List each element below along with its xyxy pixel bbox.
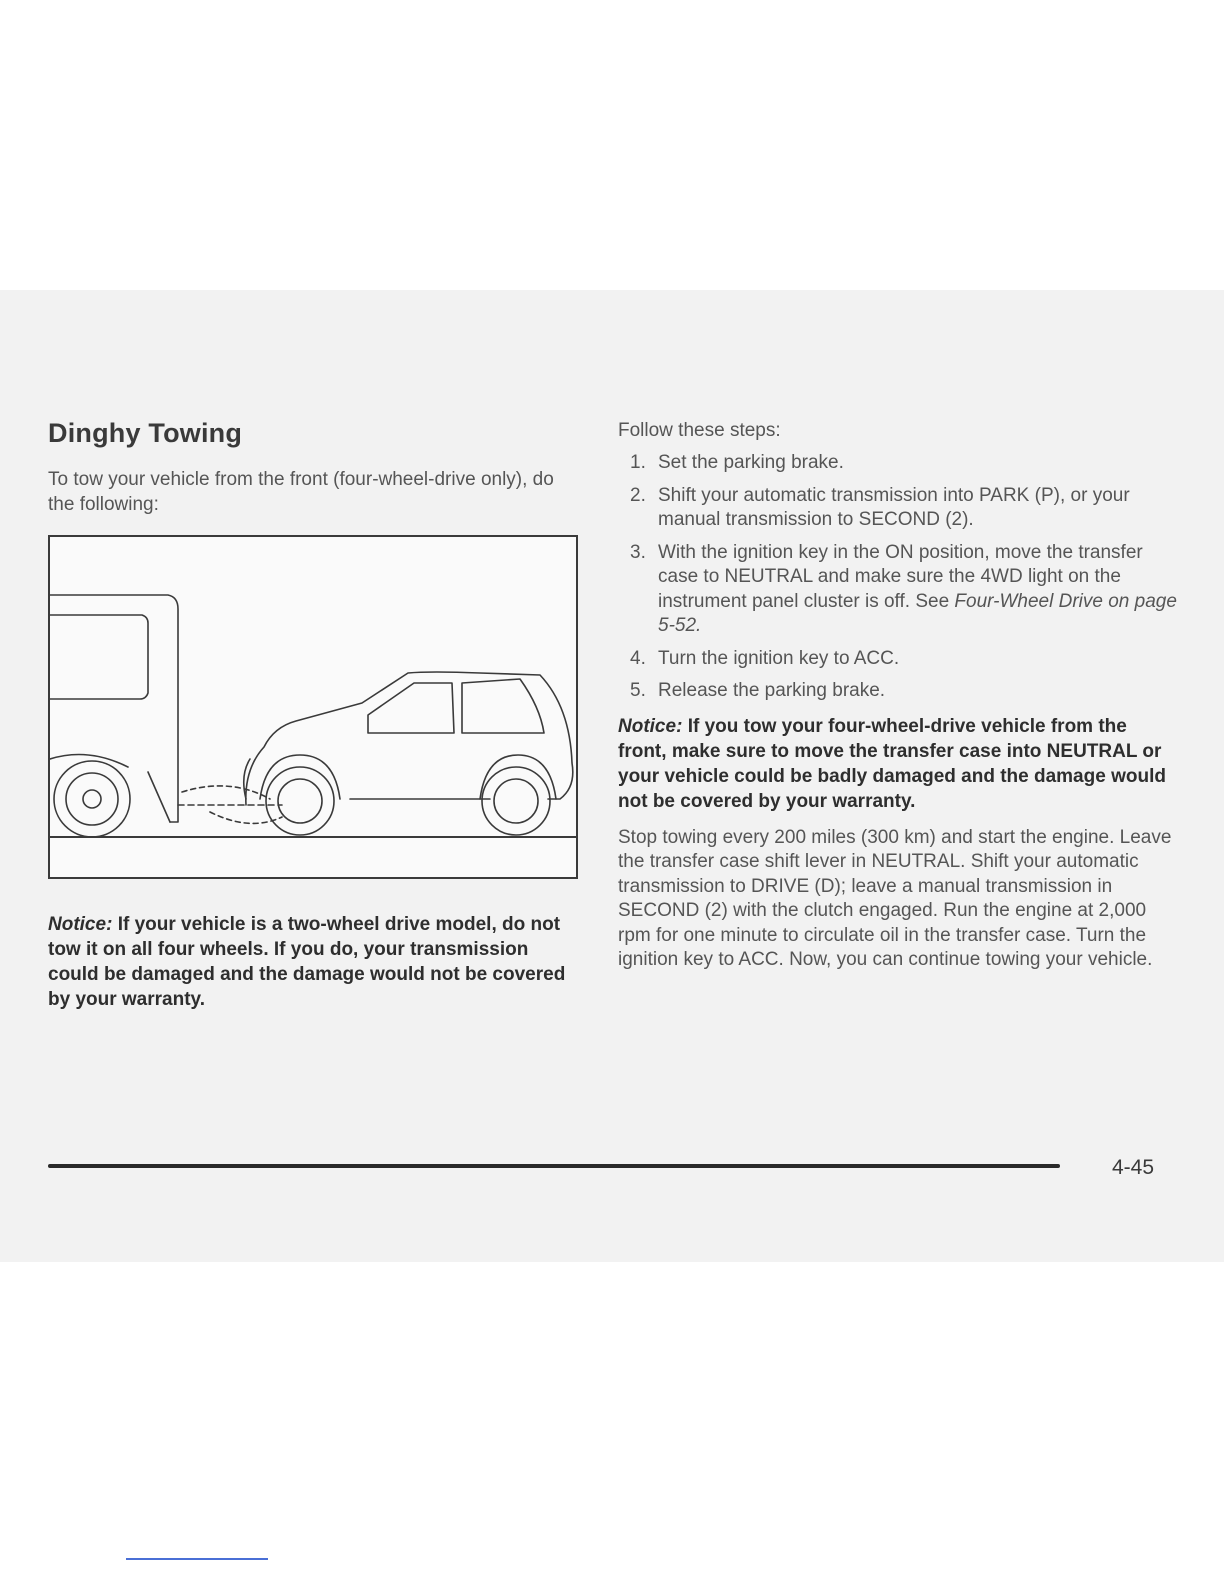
list-item: [618, 541, 1178, 639]
step-number: 3.: [630, 541, 646, 563]
notice-four-wheel-drive: [618, 714, 1178, 814]
towing-instructions-paragraph: Stop towing every 200 miles (300 km) and start the engine. Leave the transfer case shift lever in NEUTRAL. Shift your automatic transmission to DRIVE (D); leave a manual transmission in SECOND (2) with the clutch engaged. Run the engine at 2,000 rpm for one minute to circulate oil in the transfer case. Turn the ignition key to ACC. Now, you can continue towing your vehicle.: [618, 826, 1172, 970]
step-number: 4.: [630, 647, 646, 669]
bottom-link-underline: [126, 1558, 268, 1560]
section-title: Dinghy Towing: [48, 418, 243, 448]
towing-figure: [48, 535, 578, 879]
list-item: [618, 451, 1178, 476]
step-text: Shift your automatic transmission into PARK (P), or your manual transmission to SECOND (2).: [658, 484, 1130, 530]
list-item: [618, 647, 1178, 672]
step-text: With the ignition key in the ON position, move the transfer case to NEUTRAL and make sure the 4WD light on the instrument panel cluster is off. See: [658, 541, 1143, 612]
steps-intro: Follow these steps:: [618, 420, 781, 441]
footer-rule: [48, 1164, 1060, 1168]
step-number: 1.: [630, 452, 646, 473]
page-number: 4-45: [1112, 1156, 1155, 1179]
step-text: Turn the ignition key to ACC.: [658, 647, 900, 669]
right-column: [618, 418, 1178, 973]
step-number: 2.: [630, 484, 646, 506]
list-item: [618, 484, 1178, 533]
dinghy-towing-illustration-icon: [50, 537, 576, 877]
list-item: [618, 679, 1178, 704]
step-number: 5.: [630, 680, 646, 701]
cross-reference: Four-Wheel Drive on page 5-52.: [658, 590, 1177, 636]
step-text: Release the parking brake.: [658, 680, 886, 701]
steps-list: [618, 451, 1178, 704]
notice-text: If your vehicle is a two-wheel drive model, do not tow it on all four wheels. If you do, your transmission could be damaged and the damage would not be covered by your warranty.: [48, 914, 566, 1010]
notice-label: Notice:: [618, 715, 683, 737]
left-column: [48, 418, 578, 517]
section-intro: To tow your vehicle from the front (four-wheel-drive only), do the following:: [48, 469, 554, 515]
notice-text: If you tow your four-wheel-drive vehicle from the front, make sure to move the transfer case into NEUTRAL or your vehicle could be badly damaged and the damage would not be covered by your warranty.: [618, 715, 1166, 812]
step-text: Set the parking brake.: [658, 452, 844, 473]
notice-label: Notice:: [48, 914, 113, 935]
notice-two-wheel-drive: [48, 912, 578, 1012]
